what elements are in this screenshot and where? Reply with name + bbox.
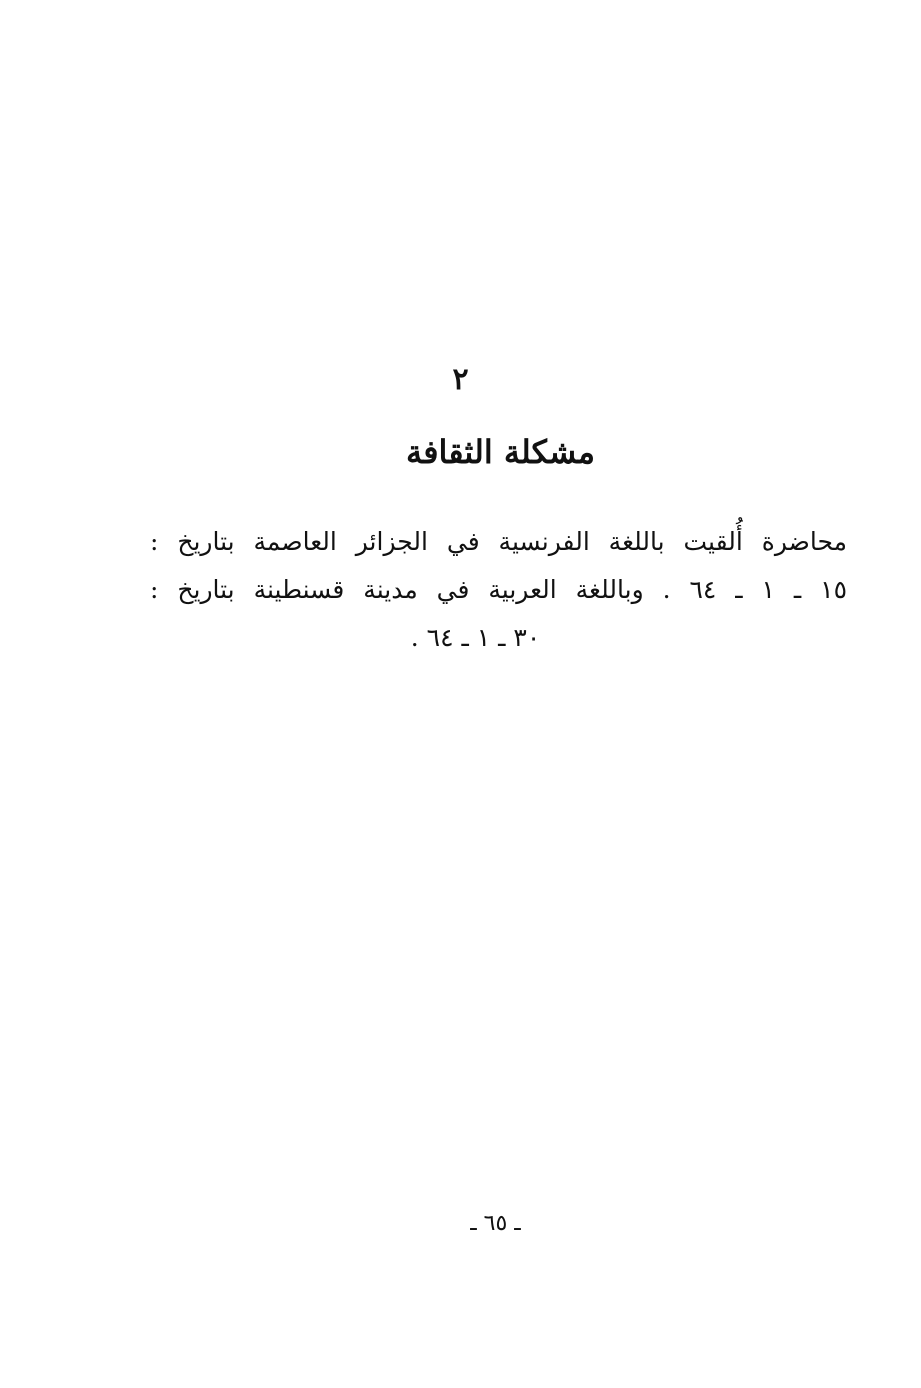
lecture-note-line-3: ٣٠ ـ ١ ـ ٦٤ . xyxy=(410,623,541,652)
lecture-note xyxy=(150,518,847,662)
chapter-title: مشكلة الثقافة xyxy=(406,433,595,471)
chapter-number: ٢ xyxy=(452,362,469,397)
lecture-note-line-2: ١٥ ـ ١ ـ ٦٤ . وباللغة العربية في مدينة قسنطينة بتاريخ : xyxy=(150,575,848,604)
lecture-note-line-1: محاضرة أُلقيت باللغة الفرنسية في الجزائر العاصمة بتاريخ : xyxy=(150,527,847,556)
page-number: ـ ٦٥ ـ xyxy=(470,1211,521,1236)
